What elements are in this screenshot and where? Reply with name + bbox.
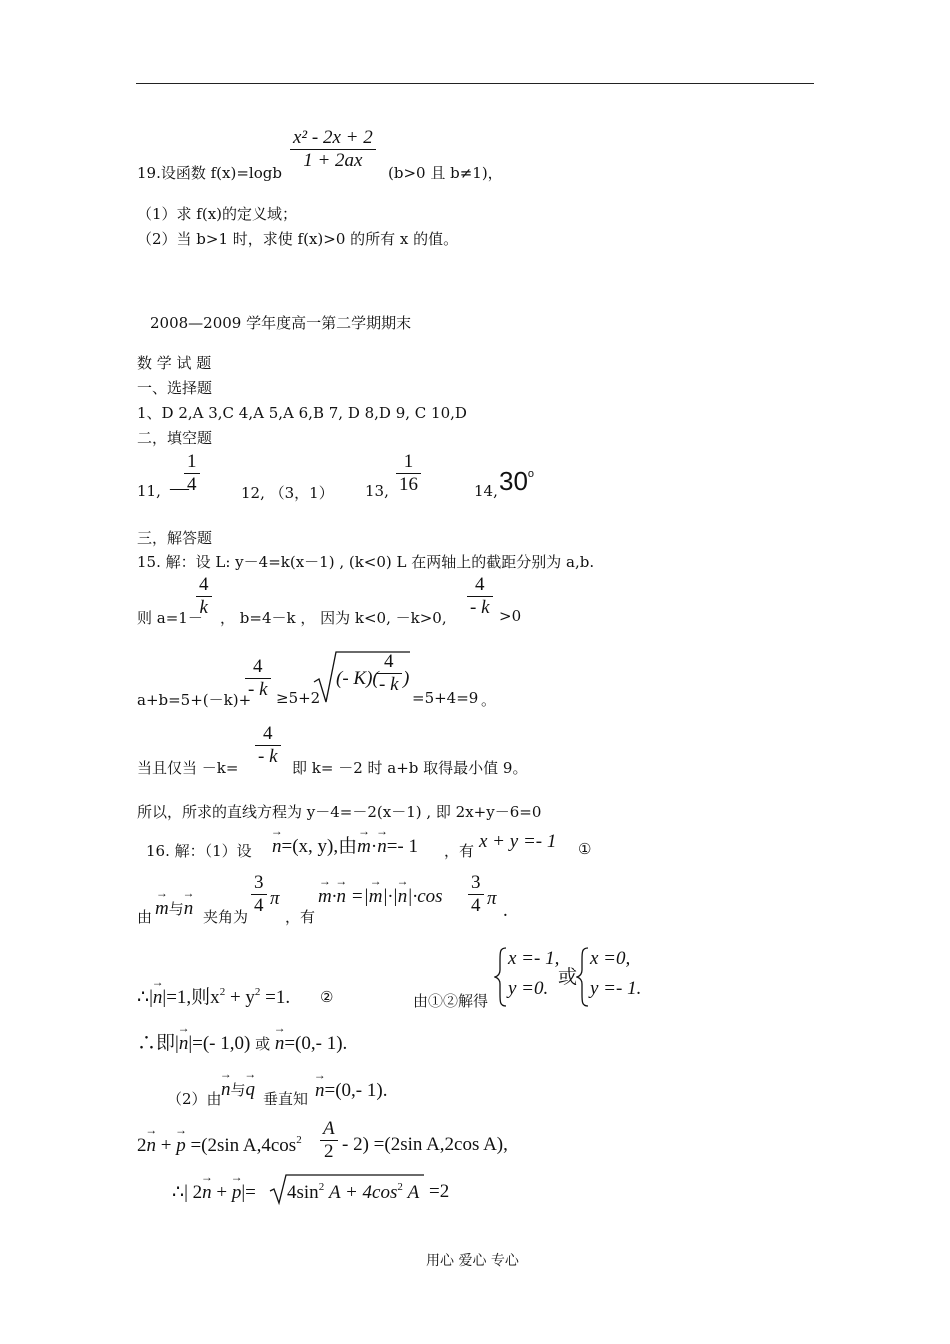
answer-11-label: 11,	[137, 482, 161, 500]
vector-n: → n	[315, 1080, 325, 1102]
frac-num: 4	[263, 723, 273, 744]
vector-n: → n	[221, 1079, 231, 1101]
q15-l4-b: 即 k= －2 时 a+b 取得最小值 9。	[292, 759, 528, 777]
frac-num: 4	[384, 651, 394, 672]
q16-l2-c: ，有	[285, 908, 316, 926]
q16-l7-a: ∴| 2	[172, 1182, 203, 1203]
answer-14-label: 14,	[474, 482, 498, 500]
vector-n: → n	[179, 1033, 189, 1055]
answer-11-fraction	[184, 451, 200, 496]
vector-p: → p	[232, 1182, 242, 1204]
q15-l3-c: =5+4=9	[412, 689, 479, 707]
q15-frac-l4	[255, 723, 281, 768]
vector-m: → m	[318, 886, 332, 908]
q16-l1-g: =- 1	[386, 836, 418, 857]
answer-11-sign: —	[170, 478, 189, 499]
q16-l4-c: =(0,- 1).	[284, 1033, 348, 1054]
subject-title: 数 学 试 题	[137, 354, 212, 372]
system1-row1: x =- 1,	[508, 948, 560, 969]
q16-l3-f: 由①②解得	[413, 992, 489, 1010]
with-word: 与	[168, 900, 184, 918]
vector-n: → n	[184, 898, 194, 920]
or-word: 或	[255, 1037, 271, 1053]
header-rule	[136, 83, 814, 84]
q19-frac-num: x² - 2x + 2	[293, 127, 373, 148]
or-word: 或	[558, 967, 578, 988]
system2-row1: x =0,	[590, 948, 631, 969]
answer-13-fraction	[396, 451, 421, 496]
q16-l1-a: 16. 解：（1）设	[146, 842, 252, 860]
q16-half-angle-frac	[320, 1118, 338, 1163]
frac-num: 3	[254, 872, 264, 893]
with-word: 与	[230, 1081, 246, 1099]
rad-part1: 4sin	[287, 1182, 319, 1203]
q15-l3-a: a+b=5+(－k)+	[137, 691, 252, 709]
answer-12: 12, （3，1）	[241, 484, 334, 502]
vector-n: → n	[275, 1033, 285, 1055]
frac-den: - k	[470, 597, 490, 618]
q16-l3-d: =1.	[260, 987, 291, 1008]
q19-fraction	[290, 127, 376, 172]
pi-symbol: π	[487, 888, 497, 909]
frac-den: - k	[248, 679, 268, 700]
q16-l5-a: （2）由	[167, 1090, 222, 1108]
vector-n: → n	[398, 886, 408, 908]
q16-l2-a: 由	[137, 908, 153, 926]
q15-l2-c: >0	[499, 607, 522, 625]
vector-m: → m	[357, 836, 371, 858]
rad-part3: A	[407, 1182, 420, 1203]
answer-11-num: 1	[187, 451, 197, 472]
frac-den: k	[199, 597, 208, 618]
coef-2: 2	[137, 1135, 147, 1156]
frac-num: 4	[475, 574, 485, 595]
vector-n: → n	[153, 987, 163, 1009]
answer-11-den: 4	[187, 474, 197, 495]
q16-l4-formula	[137, 1028, 347, 1055]
frac-den: 2	[324, 1141, 334, 1162]
q19-part1: （1）求 f(x)的定义域；	[137, 205, 298, 223]
q15-l2-b: ， b=4－k ， 因为 k<0, －k>0,	[220, 609, 447, 627]
vector-n: → n	[202, 1182, 212, 1204]
circled-2: ②	[320, 988, 334, 1006]
q16-l4-a: ∴即|	[137, 1033, 179, 1054]
frac-num: A	[323, 1118, 335, 1139]
q15-frac-l3	[245, 656, 271, 701]
q16-l3-formula	[137, 982, 290, 1009]
circled-1: ①	[578, 840, 592, 858]
q15-l3-d: 。	[481, 691, 497, 709]
vector-n: → n	[336, 886, 346, 908]
exponent: 2	[219, 986, 226, 998]
system1-row2: y =0.	[508, 978, 549, 999]
q16-l5-c: =(0,- 1).	[324, 1080, 388, 1101]
left-brace	[576, 946, 590, 1008]
frac-den: 4	[254, 895, 264, 916]
rad-part2: A + 4cos	[328, 1182, 398, 1203]
pi-symbol: π	[270, 888, 280, 909]
q16-l1-c: =(x, y),由	[281, 836, 358, 857]
answer-13-label: 13,	[365, 482, 389, 500]
q16-angle-frac	[251, 872, 267, 917]
section-choice: 一、选择题	[137, 379, 213, 397]
q16-l5-eq	[315, 1080, 387, 1102]
vector-m: → m	[155, 898, 169, 920]
frac-num: 4	[253, 656, 263, 677]
q16-l2-vectors	[155, 898, 193, 920]
exponent: 2	[254, 986, 261, 998]
vector-q: → q	[246, 1079, 256, 1101]
q16-l3-a: ∴|	[137, 987, 153, 1008]
q15-l2-a: 则 a=1－	[137, 609, 203, 627]
left-brace	[494, 946, 508, 1008]
q16-l6-b: =(2sin A,4cos	[190, 1135, 297, 1156]
q15-rad-frac	[376, 651, 402, 696]
vector-p: → p	[176, 1135, 186, 1157]
answer-13-den: 16	[399, 474, 418, 495]
q15-l4-a: 当且仅当 －k=	[137, 759, 239, 777]
degree-mark: o	[527, 468, 535, 480]
q15-l3-b: ≥5+2	[276, 689, 321, 707]
vector-n: → n	[147, 1135, 157, 1157]
q15-line1: 15. 解：设 L: y－4=k(x－1) , (k<0) L 在两轴上的截距分别为 a,b.	[137, 553, 595, 571]
q15-frac-4-over-k	[196, 574, 212, 619]
page-footer: 用心 爱心 专心	[426, 1253, 519, 1269]
vector-m: → m	[369, 886, 383, 908]
q16-cos-frac	[468, 872, 484, 917]
frac-num: 3	[471, 872, 481, 893]
q16-l5-b: 垂直知	[263, 1090, 309, 1108]
answer-14-value	[499, 466, 534, 497]
frac-den: 4	[471, 895, 481, 916]
q16-l2-b: 夹角为	[203, 908, 249, 926]
q16-l1-i: x + y =- 1	[479, 831, 557, 852]
q15-rad-b: )	[403, 668, 410, 689]
q19-lead: 19.设函数 f(x)=logb	[137, 164, 282, 182]
q15-rad-a: (- K)(	[336, 668, 379, 689]
section-solve: 三，解答题	[137, 529, 213, 547]
frac-num: 4	[199, 574, 209, 595]
q16-l4-b: |=(- 1,0)	[188, 1033, 251, 1054]
vector-n: → n	[272, 836, 282, 858]
plus: +	[160, 1135, 172, 1156]
exponent: 2	[397, 1181, 403, 1193]
q16-l7-radicand	[287, 1181, 419, 1204]
q16-l1-formula	[272, 831, 418, 858]
plus: +	[216, 1182, 228, 1203]
q16-l6-left	[137, 1134, 302, 1157]
frac-den: - k	[379, 674, 399, 695]
q16-l3-c: + y	[225, 987, 255, 1008]
q16-l1-h: ，有	[444, 842, 475, 860]
system2-row2: y =- 1.	[590, 978, 642, 999]
q16-l3-b: |=1,则x	[162, 987, 220, 1008]
q16-l5-vectors	[221, 1079, 255, 1101]
q15-l5: 所以，所求的直线方程为 y－4=－2(x－1) , 即 2x+y－6=0	[137, 803, 542, 821]
answer-14-number: 30	[499, 466, 528, 496]
q16-l7-b: |=	[241, 1182, 256, 1203]
answer-title: 2008—2009 学年度高一第二学期期末	[150, 314, 412, 332]
q19-frac-den: 1 + 2ax	[303, 150, 363, 171]
frac-den: - k	[258, 746, 278, 767]
choice-answers: 1、D 2,A 3,C 4,A 5,A 6,B 7, D 8,D 9, C 10,D	[137, 404, 467, 422]
q16-l2-d: .	[503, 900, 508, 921]
q16-l7-left	[172, 1181, 256, 1204]
q19-part2: （2）当 b>1 时，求使 f(x)>0 的所有 x 的值。	[137, 230, 459, 248]
vector-n: → n	[377, 836, 387, 858]
q16-l2-eq: → m·→ n =|→ m|·|→ n|·cos	[318, 886, 443, 908]
section-fill: 二，填空题	[137, 429, 213, 447]
q15-frac-4-over-minus-k	[467, 574, 493, 619]
q19-tail: (b>0 且 b≠1)，	[388, 164, 503, 182]
answer-13-num: 1	[403, 451, 414, 472]
q16-l7-c: =2	[429, 1181, 450, 1202]
exponent: 2	[296, 1134, 302, 1146]
dot-operator: ·	[370, 836, 378, 857]
exponent: 2	[318, 1181, 325, 1193]
q16-l6-c: - 2) =(2sin A,2cos A),	[342, 1134, 508, 1155]
